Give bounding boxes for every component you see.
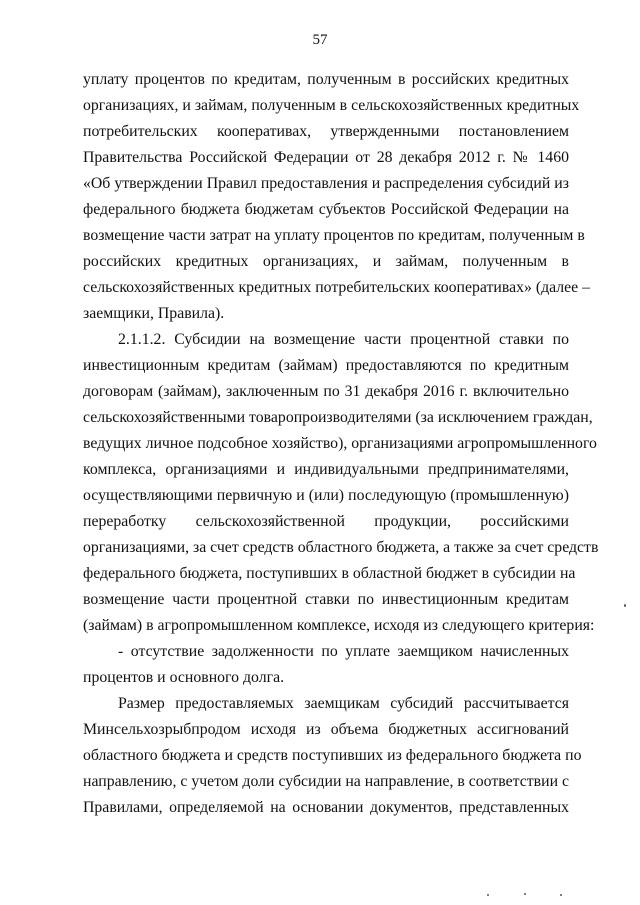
text-line: договорам (займам), заключенным по 31 декабря 2016 г. включительно: [83, 383, 569, 400]
list-item-line: - отсутствие задолженности по уплате заемщиком начисленных: [118, 643, 569, 660]
scan-speck: [624, 604, 626, 607]
text-line: уплату процентов по кредитам, полученным в российских кредитных: [83, 71, 569, 88]
text-line: комплекса, организациями и индивидуальными предпринимателями,: [83, 461, 569, 478]
page-number: 57: [312, 32, 328, 48]
text-line: организациями, за счет средств областного бюджета, а также за счет средств: [83, 539, 599, 556]
scan-speck: [487, 894, 489, 896]
paragraph-first-line: Размер предоставляемых заемщикам субсидий рассчитывается: [118, 695, 569, 712]
text-line: сельскохозяйственными товаропроизводителями (за исключением граждан,: [83, 409, 593, 426]
text-line: «Об утверждении Правил предоставления и распределения субсидий из: [83, 175, 569, 192]
text-line: федерального бюджета, поступивших в областной бюджет в субсидии на: [83, 565, 576, 582]
text-line: инвестиционным кредитам (займам) предоставляются по кредитным: [83, 357, 569, 374]
text-line: процентов и основного долга.: [83, 669, 285, 686]
text-line: сельскохозяйственных кредитных потребительских кооперативах» (далее –: [83, 279, 591, 296]
text-line: возмещение части процентной ставки по инвестиционным кредитам: [83, 591, 569, 608]
text-line: (займам) в агропромышленном комплексе, исходя из следующего критерия:: [83, 617, 595, 634]
text-line: осуществляющими первичную и (или) последующую (промышленную): [83, 487, 569, 504]
text-line: переработку сельскохозяйственной продукции, российскими: [83, 513, 569, 530]
text-line: организациях, и займам, полученным в сельскохозяйственных кредитных: [83, 97, 580, 114]
text-line: направлению, с учетом доли субсидии на направление, в соответствии с: [83, 773, 569, 790]
text-line: Правительства Российской Федерации от 28 декабря 2012 г. № 1460: [83, 149, 569, 166]
scan-speck: [524, 893, 526, 895]
text-line: Минсельхозрыбпродом исходя из объема бюджетных ассигнований: [83, 721, 569, 738]
text-line: возмещение части затрат на уплату процентов по кредитам, полученным в: [83, 227, 585, 244]
text-line: российских кредитных организациях, и займам, полученным в: [83, 253, 569, 270]
text-line: потребительских кооперативах, утвержденными постановлением: [83, 123, 569, 140]
text-line: Правилами, определяемой на основании документов, представленных: [83, 799, 569, 816]
scan-speck: [560, 894, 562, 896]
text-line: заемщики, Правила).: [83, 305, 225, 322]
text-line: федерального бюджета бюджетам субъектов Российской Федерации на: [83, 201, 569, 218]
text-line: ведущих личное подсобное хозяйство), организациями агропромышленного: [83, 435, 597, 452]
paragraph-first-line: 2.1.1.2. Субсидии на возмещение части процентной ставки по: [118, 331, 569, 348]
text-line: областного бюджета и средств поступивших из федерального бюджета по: [83, 747, 582, 764]
